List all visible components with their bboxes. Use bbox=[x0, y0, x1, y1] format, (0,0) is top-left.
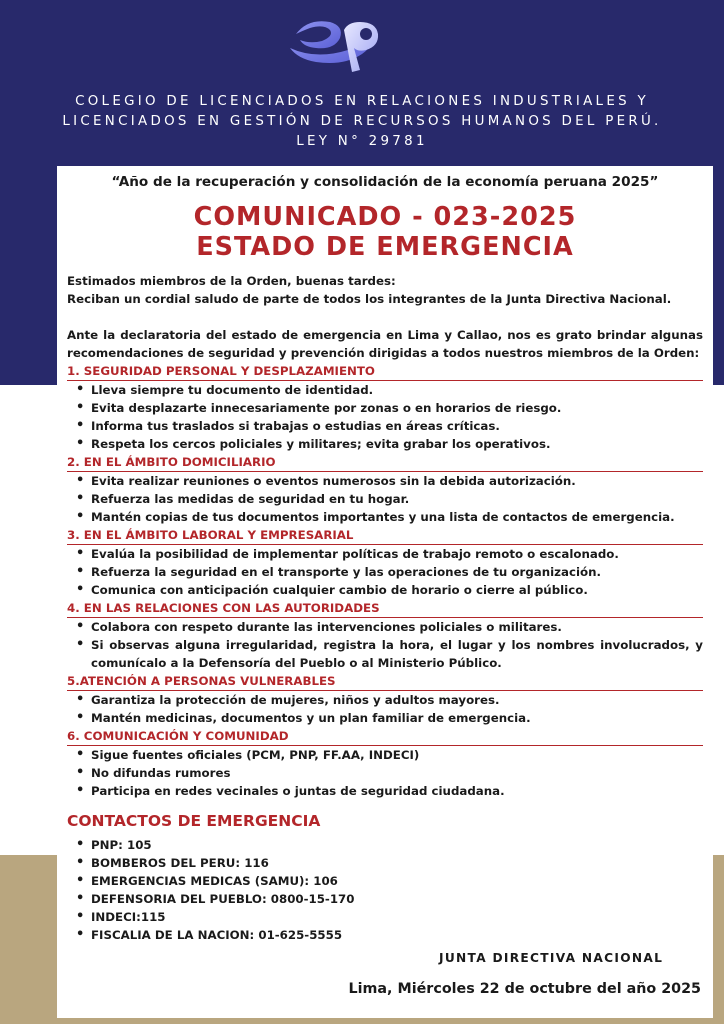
date-line: Lima, Miércoles 22 de octubre del año 2025 bbox=[348, 981, 701, 997]
signature: JUNTA DIRECTIVA NACIONAL bbox=[439, 951, 664, 965]
list-item: • Sigue fuentes oficiales (PCM, PNP, FF.AA, INDECI) bbox=[67, 746, 703, 764]
institution-name bbox=[20, 92, 704, 152]
section bbox=[67, 453, 703, 526]
list-item: • Refuerza las medidas de seguridad en tu hogar. bbox=[67, 490, 703, 508]
list-item: • Informa tus traslados si trabajas o estudias en áreas críticas. bbox=[67, 417, 703, 435]
contacts-list bbox=[67, 836, 667, 944]
contact-item: • EMERGENCIAS MEDICAS (SAMU): 106 bbox=[67, 872, 667, 890]
section-list bbox=[67, 381, 703, 453]
section-title: 6. COMUNICACIÓN Y COMUNIDAD bbox=[67, 727, 703, 746]
list-item: • Respeta los cercos policiales y militares; evita grabar los operativos. bbox=[67, 435, 703, 453]
section-title: 5.ATENCIÓN A PERSONAS VULNERABLES bbox=[67, 672, 703, 691]
communique-title bbox=[57, 202, 713, 262]
list-item: • Mantén medicinas, documentos y un plan familiar de emergencia. bbox=[67, 709, 703, 727]
list-item: • No difundas rumores bbox=[67, 764, 703, 782]
contact-item: • FISCALIA DE LA NACION: 01-625-5555 bbox=[67, 926, 667, 944]
section-list bbox=[67, 472, 703, 526]
list-item: • Comunica con anticipación cualquier cambio de horario o cierre al público. bbox=[67, 581, 703, 599]
section bbox=[67, 672, 703, 727]
contacts-title: CONTACTOS DE EMERGENCIA bbox=[67, 812, 321, 830]
communique-card bbox=[57, 166, 713, 1018]
section bbox=[67, 362, 703, 453]
institution-line-1: COLEGIO DE LICENCIADOS EN RELACIONES INDUSTRIALES Y bbox=[75, 94, 649, 109]
intro-paragraph: Ante la declaratoria del estado de emergencia en Lima y Callao, nos es grato brindar algunas recomendaciones de seguridad y prevención dirigidas a todos nuestros miembros de la Orden: bbox=[67, 328, 703, 360]
communique-body bbox=[67, 272, 703, 800]
section bbox=[67, 727, 703, 800]
section-list bbox=[67, 545, 703, 599]
section bbox=[67, 526, 703, 599]
list-item: • Colabora con respeto durante las intervenciones policiales o militares. bbox=[67, 618, 703, 636]
contact-item: • BOMBEROS DEL PERU: 116 bbox=[67, 854, 667, 872]
law-number: LEY N° 29781 bbox=[296, 134, 428, 149]
list-item: • Evita desplazarte innecesariamente por zonas o en horarios de riesgo. bbox=[67, 399, 703, 417]
list-item: • Refuerza la seguridad en el transporte y las operaciones de tu organización. bbox=[67, 563, 703, 581]
list-item: • Evita realizar reuniones o eventos numerosos sin la debida autorización. bbox=[67, 472, 703, 490]
spacer bbox=[67, 308, 703, 326]
list-item: • Si observas alguna irregularidad, registra la hora, el lugar y los nombres involucrados, y comunícalo a la Defensoría del Pueblo o al Ministerio Público. bbox=[67, 636, 703, 672]
section-title: 2. EN EL ÁMBITO DOMICILIARIO bbox=[67, 453, 703, 472]
section-title: 1. SEGURIDAD PERSONAL Y DESPLAZAMIENTO bbox=[67, 362, 703, 381]
list-item: • Participa en redes vecinales o juntas de seguridad ciudadana. bbox=[67, 782, 703, 800]
section-title: 3. EN EL ÁMBITO LABORAL Y EMPRESARIAL bbox=[67, 526, 703, 545]
section bbox=[67, 599, 703, 672]
communique-subject: ESTADO DE EMERGENCIA bbox=[196, 232, 574, 262]
section-list bbox=[67, 746, 703, 800]
contact-item: • INDECI:115 bbox=[67, 908, 667, 926]
list-item: • Lleva siempre tu documento de identidad. bbox=[67, 381, 703, 399]
list-item: • Mantén copias de tus documentos importantes y una lista de contactos de emergencia. bbox=[67, 508, 703, 526]
crp-logo-icon bbox=[286, 14, 396, 76]
list-item: • Evalúa la posibilidad de implementar políticas de trabajo remoto o escalonado. bbox=[67, 545, 703, 563]
section-list bbox=[67, 691, 703, 727]
institution-line-2: LICENCIADOS EN GESTIÓN DE RECURSOS HUMANOS DEL PERÚ. bbox=[62, 114, 662, 129]
section-list bbox=[67, 618, 703, 672]
contact-item: • PNP: 105 bbox=[67, 836, 667, 854]
section-title: 4. EN LAS RELACIONES CON LAS AUTORIDADES bbox=[67, 599, 703, 618]
salute: Reciban un cordial saludo de parte de todos los integrantes de la Junta Directiva Nacional. bbox=[67, 292, 672, 306]
year-motto: “Año de la recuperación y consolidación de la economía peruana 2025” bbox=[111, 174, 659, 190]
communique-number: COMUNICADO - 023-2025 bbox=[193, 202, 577, 232]
greeting: Estimados miembros de la Orden, buenas tardes: bbox=[67, 274, 396, 288]
list-item: • Garantiza la protección de mujeres, niños y adultos mayores. bbox=[67, 691, 703, 709]
contact-item: • DEFENSORIA DEL PUEBLO: 0800-15-170 bbox=[67, 890, 667, 908]
